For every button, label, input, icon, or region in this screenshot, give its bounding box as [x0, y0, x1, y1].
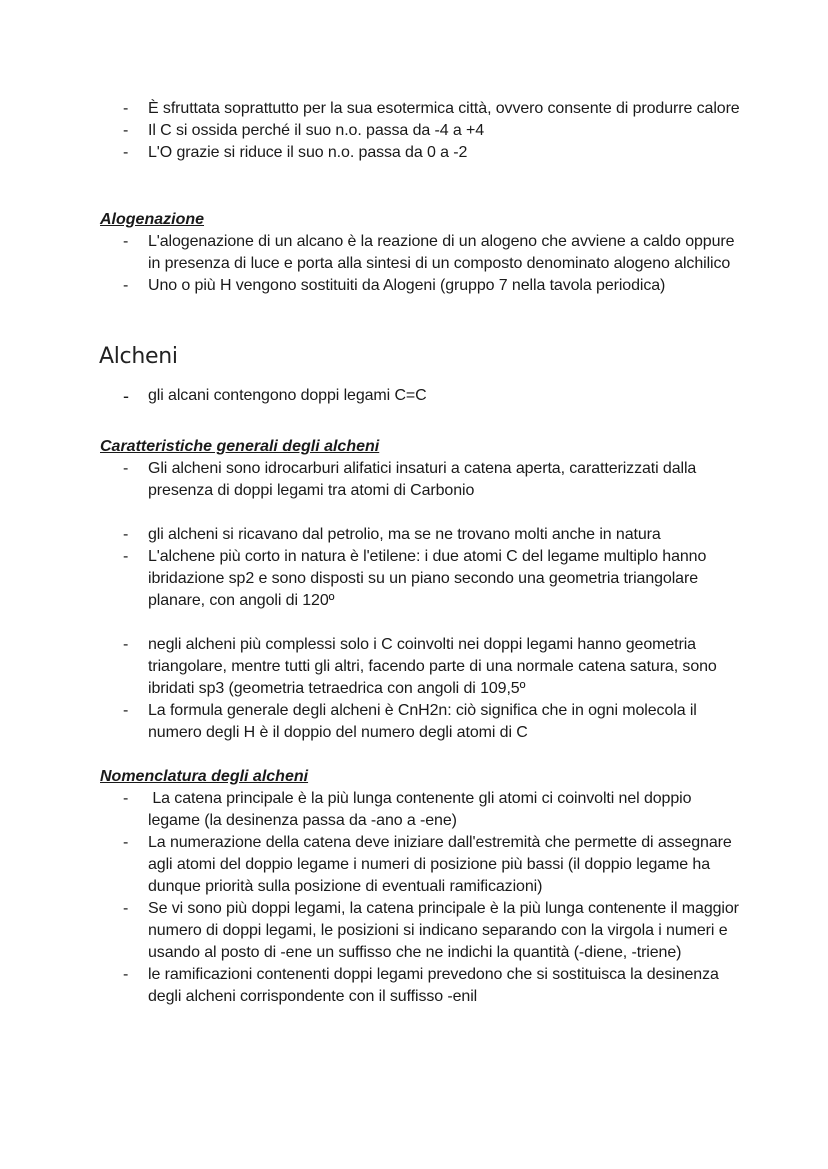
list-item-text: Il C si ossida perché il suo n.o. passa da -4 a +4 — [148, 122, 485, 139]
list-item — [100, 120, 740, 142]
dash-bullet-icon: - — [123, 790, 129, 807]
nomenclatura-list — [100, 788, 740, 1008]
section-heading-alogenazione: Alogenazione — [100, 211, 205, 228]
list-item — [100, 524, 740, 546]
list-item-text: La catena principale è la più lunga contenente gli atomi ci coinvolti nel doppio legame (la desinenza passa da -ano a -ene) — [148, 790, 696, 829]
page-title-alcheni: Alcheni — [99, 344, 178, 369]
list-item — [100, 898, 740, 964]
list-item-text: negli alcheni più complessi solo i C coinvolti nei doppi legami hanno geometria triangolare, mentre tutti gli altri, facendo parte di una normale catena satura, sono ibridati sp3 (geometria tetraedrica con angoli di 109,5º — [148, 636, 717, 697]
dash-bullet-icon: - — [123, 100, 129, 117]
dash-bullet-icon: - — [123, 526, 129, 543]
alcheni-intro-list — [100, 385, 740, 407]
list-item-text: L'O grazie si riduce il suo n.o. passa da 0 a -2 — [148, 144, 468, 161]
section-heading-caratteristiche: Caratteristiche generali degli alcheni — [100, 438, 380, 455]
caratteristiche-list — [100, 458, 740, 744]
dash-bullet-icon: - — [123, 122, 129, 139]
list-item — [100, 458, 740, 502]
list-item-text: Gli alcheni sono idrocarburi alifatici insaturi a catena aperta, caratterizzati dalla presenza di doppi legami tra atomi di Carbonio — [148, 460, 697, 499]
alogenazione-section — [100, 209, 740, 297]
list-item — [100, 275, 740, 297]
list-item-text: È sfruttata soprattutto per la sua esotermica città, ovvero consente di produrre calore — [148, 100, 740, 117]
dash-bullet-icon: - — [123, 144, 129, 161]
section-heading-nomenclatura: Nomenclatura degli alcheni — [100, 768, 309, 785]
dash-bullet-icon: - — [123, 548, 129, 565]
alogenazione-list — [100, 231, 740, 297]
dash-bullet-icon: - — [123, 460, 129, 477]
dash-bullet-icon: - — [123, 386, 129, 406]
list-item — [100, 385, 740, 407]
list-item — [100, 634, 740, 700]
dash-bullet-icon: - — [123, 900, 129, 917]
alcheni-title-block — [99, 342, 739, 372]
dash-bullet-icon: - — [123, 834, 129, 851]
nomenclatura-section — [100, 766, 740, 1008]
list-item — [100, 98, 740, 120]
list-item-text: Uno o più H vengono sostituiti da Alogeni (gruppo 7 nella tavola periodica) — [148, 277, 666, 294]
dash-bullet-icon: - — [123, 277, 129, 294]
dash-bullet-icon: - — [123, 636, 129, 653]
list-item-text: La numerazione della catena deve iniziare dall'estremità che permette di assegnare agli atomi del doppio legame i numeri di posizione più bassi (il doppio legame ha dunque priorità sulla posizione di eventuali ramificazioni) — [148, 834, 732, 895]
combustion-list-block — [100, 98, 740, 164]
list-item-text: Se vi sono più doppi legami, la catena principale è la più lunga contenente il maggior numero di doppi legami, le posizioni si indicano separando con la virgola i numeri e usando al posto di -ene un suffisso che ne indichi la quantità (-diene, -triene) — [148, 900, 739, 961]
list-item — [100, 546, 740, 612]
alcheni-intro-block — [100, 385, 740, 407]
list-item-text: L'alchene più corto in natura è l'etilene: i due atomi C del legame multiplo hanno ibridazione sp2 e sono disposti su un piano secondo una geometria triangolare planare, con angoli di 120º — [148, 548, 707, 609]
list-item — [100, 964, 740, 1008]
list-item — [100, 788, 740, 832]
list-item-text: gli alcani contengono doppi legami C=C — [148, 387, 427, 404]
caratteristiche-section — [100, 436, 740, 744]
combustion-list — [100, 98, 740, 164]
dash-bullet-icon: - — [123, 966, 129, 983]
list-item — [100, 231, 740, 275]
list-item-text: le ramificazioni contenenti doppi legami prevedono che si sostituisca la desinenza degli alcheni corrispondente con il suffisso -enil — [148, 966, 719, 1005]
list-item — [100, 142, 740, 164]
list-item-text: gli alcheni si ricavano dal petrolio, ma se ne trovano molti anche in natura — [148, 526, 661, 543]
list-item — [100, 832, 740, 898]
dash-bullet-icon: - — [123, 233, 129, 250]
dash-bullet-icon: - — [123, 702, 129, 719]
list-item-text: L'alogenazione di un alcano è la reazione di un alogeno che avviene a caldo oppure in presenza di luce e porta alla sintesi di un composto denominato alogeno alchilico — [148, 233, 735, 272]
list-item-text: La formula generale degli alcheni è CnH2n: ciò significa che in ogni molecola il numero degli H è il doppio del numero degli atomi di C — [148, 702, 697, 741]
list-item — [100, 700, 740, 744]
